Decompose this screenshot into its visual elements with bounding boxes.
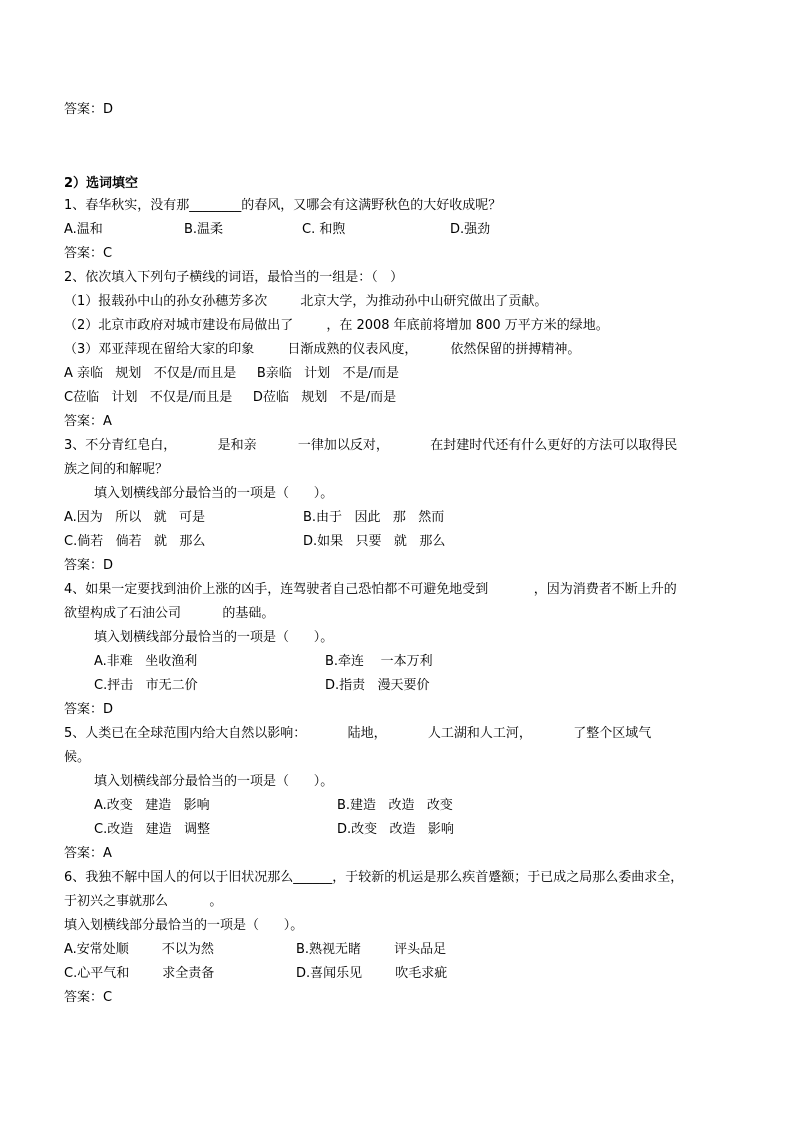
q4-option-b: B.牵连 一本万利 xyxy=(325,654,433,669)
q1-option-d: D.强劲 xyxy=(450,222,491,237)
q4-stem-line-2: 欲望构成了石油公司 的基础。 xyxy=(64,606,275,621)
q6-option-c: C.心平气和 求全责备 xyxy=(64,966,215,981)
q6-stem-line-1: 6、我独不解中国人的何以于旧状况那么______，于较新的机运是那么疾首蹙额；于已成之局那么委曲求全， xyxy=(64,870,684,885)
q5-stem-line-1: 5、人类已在全球范围内给大自然以影响： 陆地， 人工湖和人工河， 了整个区域气 xyxy=(64,726,652,741)
q3-option-d: D.如果 只要 就 那么 xyxy=(303,534,446,549)
q6-answer: 答案：C xyxy=(64,990,113,1005)
q3-stem-line-2: 族之间的和解呢？ xyxy=(64,462,169,477)
q3-stem-line-1: 3、不分青红皂白， 是和亲 一律加以反对， 在封建时代还有什么更好的方法可以取得民 xyxy=(64,438,678,453)
q4-stem-line-1: 4、如果一定要找到油价上涨的凶手，连驾驶者自己恐怕都不可避免地受到 ，因为消费者不断上升的 xyxy=(64,582,677,597)
q3-option-a: A.因为 所以 就 可是 xyxy=(64,510,205,525)
q6-option-a: A.安常处顺 不以为然 xyxy=(64,942,214,957)
q3-option-b: B.由于 因此 那 然而 xyxy=(303,510,445,525)
q4-option-c: C.抨击 市无二价 xyxy=(94,678,198,693)
q2-options-ab: A 亲临 规划 不仅是/而且是 B亲临 计划 不是/而是 xyxy=(64,366,399,381)
q4-prompt: 填入划横线部分最恰当的一项是（ ）。 xyxy=(94,630,334,645)
q1-option-a: A.温和 xyxy=(64,222,103,237)
q5-option-b: B.建造 改造 改变 xyxy=(337,798,453,813)
previous-answer: 答案：D xyxy=(64,102,114,117)
q3-answer: 答案：D xyxy=(64,558,114,573)
q6-stem-line-2: 于初兴之事就那么 。 xyxy=(64,894,223,909)
q2-answer: 答案：A xyxy=(64,414,112,429)
q1-option-c: C. 和煦 xyxy=(302,222,346,237)
q4-option-d: D.指责 漫天要价 xyxy=(325,678,430,693)
q1-stem: 1、春华秋实，没有那________的春风，又哪会有这满野秋色的大好收成呢？ xyxy=(64,198,502,213)
q2-stem: 2、依次填入下列句子横线的词语，最恰当的一组是：（ ） xyxy=(64,270,404,285)
q5-answer: 答案：A xyxy=(64,846,112,861)
q4-answer: 答案：D xyxy=(64,702,114,717)
q2-sentence-3: （3）邓亚萍现在留给大家的印象 日渐成熟的仪表风度， 依然保留的拼搏精神。 xyxy=(64,342,581,357)
q5-stem-line-2: 候。 xyxy=(64,750,91,765)
q5-option-a: A.改变 建造 影响 xyxy=(94,798,210,813)
q2-sentence-2: （2）北京市政府对城市建设布局做出了 ，在 2008 年底前将增加 800 万平方米的绿地。 xyxy=(64,318,609,333)
q6-option-d: D.喜闻乐见 吹毛求疵 xyxy=(296,966,448,981)
q5-option-d: D.改变 改造 影响 xyxy=(337,822,454,837)
q5-option-c: C.改造 建造 调整 xyxy=(94,822,211,837)
q2-sentence-1: （1）报载孙中山的孙女孙穗芳多次 北京大学，为推动孙中山研究做出了贡献。 xyxy=(64,294,548,309)
section-title: 2）选词填空 xyxy=(64,176,139,191)
q6-prompt: 填入划横线部分最恰当的一项是（ ）。 xyxy=(64,918,304,933)
q3-prompt: 填入划横线部分最恰当的一项是（ ）。 xyxy=(94,486,334,501)
q5-prompt: 填入划横线部分最恰当的一项是（ ）。 xyxy=(94,774,334,789)
q4-option-a: A.非难 坐收渔利 xyxy=(94,654,198,669)
q1-option-b: B.温柔 xyxy=(184,222,224,237)
q2-options-cd: C莅临 计划 不仅是/而且是 D莅临 规划 不是/而是 xyxy=(64,390,397,405)
q3-option-c: C.倘若 倘若 就 那么 xyxy=(64,534,206,549)
q6-option-b: B.熟视无睹 评头品足 xyxy=(296,942,447,957)
q1-answer: 答案：C xyxy=(64,246,113,261)
